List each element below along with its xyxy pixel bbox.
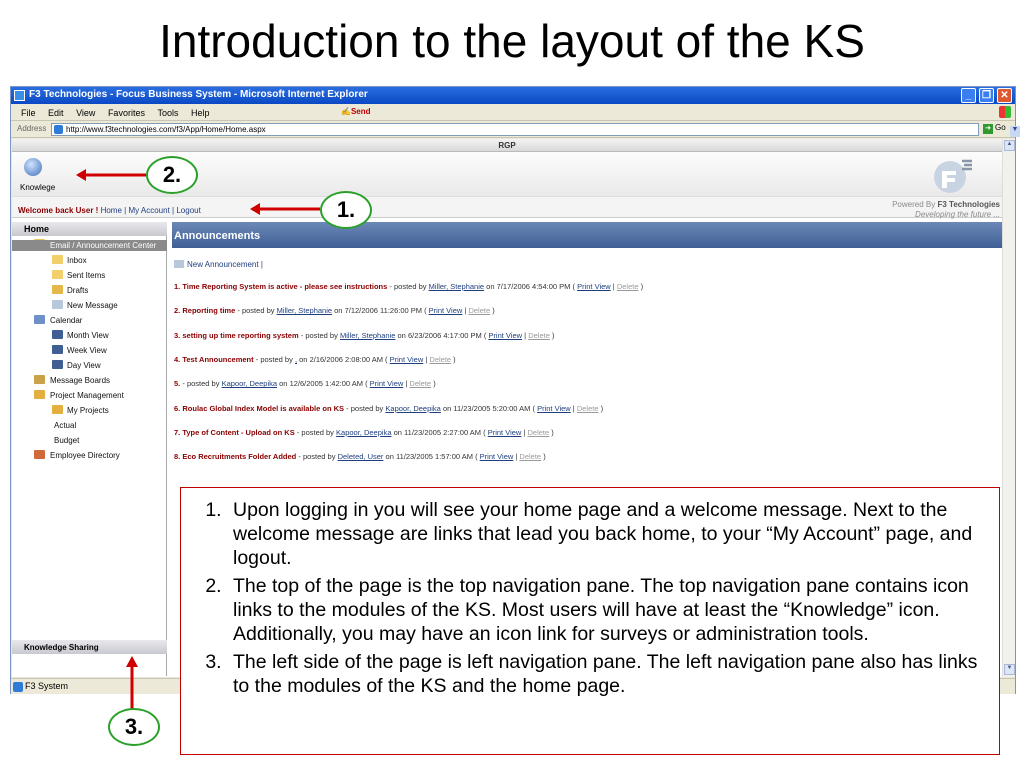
menu-edit[interactable]: Edit [48, 108, 64, 118]
print-view-link[interactable]: Print View [537, 403, 571, 413]
announcement-date: 7/17/2006 4:54:00 PM [496, 282, 571, 291]
posted-by-label: posted by [260, 354, 293, 364]
callout-badge-1: 1. [320, 191, 372, 229]
explanation-item-2: 2. The top of the page is the top navigation pane. The top navigation pane contains icon links to the modules of the KS. Most users will have at least the “Knowledge” icon. Additionally, you may have an icon link for surveys or administration tools. [227, 574, 985, 646]
tagline: Developing the future ... [915, 210, 1000, 219]
menu-tools[interactable]: Tools [157, 108, 179, 118]
announcement-row: 4. Test Announcement - posted by , on 2/16/2006 2:08:00 AM ( Print View | Delete ) [174, 354, 456, 364]
nav-new-message[interactable]: New Message [67, 301, 118, 310]
print-view-link[interactable]: Print View [428, 306, 463, 316]
address-bar [11, 121, 1019, 138]
callout-arrow-2 [76, 168, 148, 182]
author-link[interactable]: Miller, Stephanie [276, 306, 333, 316]
posted-by-label: posted by [301, 427, 334, 437]
nav-message-boards[interactable]: Message Boards [50, 376, 111, 385]
print-view-link[interactable]: Print View [487, 427, 522, 437]
callout-badge-2: 2. [146, 156, 198, 194]
delete-link[interactable]: Delete [616, 282, 639, 291]
callout-arrow-3 [124, 656, 140, 712]
posted-by-label: posted by [186, 379, 220, 389]
close-icon[interactable]: ✕ [997, 88, 1012, 103]
on-label: on [486, 282, 495, 291]
nav-drafts[interactable]: Drafts [67, 286, 89, 295]
send-button[interactable]: ✍Send [341, 107, 371, 116]
inbox-icon [52, 255, 63, 264]
my-account-link[interactable]: My Account [128, 206, 170, 215]
nav-budget[interactable]: Budget [54, 436, 80, 445]
announcement-number: 1. [174, 282, 181, 291]
new-announcement-label: New Announcement [187, 260, 259, 269]
scroll-down-icon[interactable]: ▼ [1004, 664, 1015, 675]
nav-sent-items[interactable]: Sent Items [67, 271, 106, 280]
powered-by [832, 200, 1000, 220]
author-link[interactable]: Miller, Stephanie [339, 330, 396, 340]
announcement-number: 8. [174, 452, 181, 462]
print-view-link[interactable]: Print View [389, 354, 424, 364]
nav-inbox[interactable]: Inbox [67, 256, 87, 265]
scroll-up-icon[interactable]: ▲ [1004, 140, 1015, 151]
announcement-date: 11/23/2005 1:57:00 AM [395, 452, 473, 462]
menu-bar [11, 105, 1015, 121]
nav-project-management[interactable]: Project Management [50, 391, 124, 400]
windows-logo-icon [999, 106, 1011, 118]
on-label: on [385, 452, 394, 462]
page-icon [54, 125, 63, 134]
announcement-title[interactable]: setting up time reporting system [182, 330, 299, 340]
minimize-icon[interactable]: _ [961, 88, 976, 103]
delete-link[interactable]: Delete [527, 427, 550, 437]
delete-link[interactable]: Delete [409, 379, 432, 389]
announcement-row: 3. setting up time reporting system - posted by Miller, Stephanie on 6/23/2006 4:17:00 PM ( Print View | Delete ) [174, 330, 555, 340]
go-label: Go [995, 123, 1006, 132]
announcement-title[interactable]: Test Announcement [182, 354, 254, 364]
knowledge-label[interactable]: Knowlege [20, 183, 56, 192]
announcement-date: 11/23/2005 5:20:00 AM [453, 403, 531, 413]
left-nav-home[interactable]: Home [12, 222, 167, 236]
f3-logo-icon [932, 155, 976, 195]
left-navigation-pane [12, 222, 167, 676]
announcement-row: 6. Roulac Global Index Model is available on KS - posted by Kapoor, Deepika on 11/23/2005 5:20:00 AM ( Print View | Delete ) [174, 403, 604, 413]
announcement-number: 6. [174, 403, 181, 413]
on-label: on [279, 379, 288, 389]
logout-link[interactable]: Logout [176, 206, 201, 215]
welcome-message: Welcome back User ! [18, 206, 99, 215]
announcement-date: 12/6/2005 1:42:00 AM [289, 379, 363, 389]
nav-actual[interactable]: Actual [54, 421, 77, 430]
posted-by-label: posted by [393, 282, 427, 291]
week-view-icon [52, 345, 63, 354]
powered-by-prefix: Powered By [892, 200, 936, 209]
new-message-icon [52, 300, 63, 309]
announcement-date: 7/12/2006 11:26:00 PM [344, 306, 422, 316]
day-view-icon [52, 360, 63, 369]
announcement-row: 1. Time Reporting System is active - please see instructions - posted by Miller, Stephanie on 7/17/2006 4:54:00 PM ( Print View | Delete ) [174, 282, 644, 291]
message-boards-icon [34, 375, 45, 384]
delete-link[interactable]: Delete [468, 306, 491, 316]
explanation-list [227, 498, 985, 698]
explanation-box [180, 487, 1000, 755]
print-view-link[interactable]: Print View [369, 379, 404, 389]
delete-link[interactable]: Delete [519, 452, 542, 462]
print-view-link[interactable]: Print View [577, 282, 611, 291]
nav-month-view[interactable]: Month View [67, 331, 109, 340]
author-link[interactable]: Kapoor, Deepika [221, 379, 278, 389]
announcement-number: 5. [174, 379, 181, 389]
nav-employee-directory[interactable]: Employee Directory [50, 451, 120, 460]
announcement-title[interactable]: Reporting time [182, 306, 236, 316]
announcement-row: 5. - posted by Kapoor, Deepika on 12/6/2005 1:42:00 AM ( Print View | Delete ) [174, 379, 436, 389]
author-link[interactable]: Miller, Stephanie [428, 282, 485, 291]
on-label: on [334, 306, 343, 316]
nav-day-view[interactable]: Day View [67, 361, 101, 370]
welcome-bar: Welcome back User ! Home | My Account | Logout [12, 196, 1002, 218]
explanation-item-3: 3. The left side of the page is left navigation pane. The left navigation pane also has links to the modules of the KS and the home page. [227, 650, 985, 698]
author-link[interactable]: , [294, 354, 298, 364]
announcement-date: 11/23/2005 2:27:00 AM [404, 427, 482, 437]
posted-by-label: posted by [241, 306, 275, 316]
ie-icon [14, 90, 25, 101]
announcement-number: 3. [174, 330, 181, 340]
announcement-number: 7. [174, 427, 181, 437]
status-text: F3 System [25, 681, 69, 691]
send-label: Send [350, 107, 371, 116]
address-label: Address [17, 124, 47, 133]
callout-arrow-1 [250, 202, 322, 216]
on-label: on [442, 403, 452, 413]
slide-title: Introduction to the layout of the KS [159, 15, 865, 67]
chevron-down-icon[interactable]: ▼ [1010, 126, 1020, 137]
left-nav-knowledge-sharing[interactable]: Knowledge Sharing [12, 640, 167, 654]
announcement-number: 2. [174, 306, 181, 316]
delete-link[interactable]: Delete [576, 403, 599, 413]
new-announcement-link[interactable]: New Announcement | [174, 260, 263, 269]
posted-by-label: posted by [350, 403, 384, 413]
on-label: on [299, 354, 308, 364]
announcement-row: 2. Reporting time - posted by Miller, Stephanie on 7/12/2006 11:26:00 PM ( Print View | Delete ) [174, 306, 495, 316]
author-link[interactable]: Kapoor, Deepika [385, 403, 441, 413]
window-title: F3 Technologies - Focus Business System - Microsoft Internet Explorer [29, 89, 368, 100]
on-label: on [397, 330, 406, 340]
posted-by-label: posted by [305, 330, 338, 340]
announcement-title[interactable]: Time Reporting System is active - please see instructions [182, 282, 388, 291]
nav-week-view[interactable]: Week View [67, 346, 107, 355]
nav-email-center[interactable]: Email / Announcement Center [50, 241, 157, 250]
status-page-icon [13, 682, 23, 692]
menu-file[interactable]: File [21, 108, 36, 118]
my-projects-icon [52, 405, 63, 414]
month-view-icon [52, 330, 63, 339]
go-arrow-icon: ➜ [983, 124, 993, 134]
nav-calendar[interactable]: Calendar [50, 316, 83, 325]
announcement-title[interactable]: Roulac Global Index Model is available on KS [182, 403, 345, 413]
maximize-icon[interactable]: ❐ [979, 88, 994, 103]
explanation-item-1: 1. Upon logging in you will see your home page and a welcome message. Next to the welcome message are links that lead you back home, to your “My Account” page, and logout. [227, 498, 985, 570]
print-view-link[interactable]: Print View [479, 452, 514, 462]
announcement-title[interactable]: Eco Recruitments Folder Added [182, 452, 297, 462]
announcement-title[interactable]: Type of Content - Upload on KS [182, 427, 295, 437]
address-value: http://www.f3technologies.com/f3/App/Home/Home.aspx [66, 125, 266, 134]
print-view-link[interactable]: Print View [488, 330, 523, 340]
menu-favorites[interactable]: Favorites [107, 108, 145, 118]
announcement-number: 4. [174, 354, 181, 364]
project-management-icon [34, 390, 45, 399]
announcement-row: 7. Type of Content - Upload on KS - posted by Kapoor, Deepika on 11/23/2005 2:27:00 AM ( Print View | Delete ) [174, 427, 554, 437]
delete-link[interactable]: Delete [429, 354, 452, 364]
nav-my-projects[interactable]: My Projects [67, 406, 109, 415]
announcement-date: 6/23/2006 4:17:00 PM [407, 330, 482, 340]
menu-help[interactable]: Help [191, 108, 210, 118]
delete-link[interactable]: Delete [528, 330, 550, 340]
powered-by-brand: F3 Technologies [937, 200, 1000, 209]
calendar-icon [34, 315, 45, 324]
go-button[interactable] [983, 123, 1006, 134]
menu-view[interactable]: View [76, 108, 96, 118]
employee-directory-icon [34, 450, 45, 459]
knowledge-icon[interactable] [24, 158, 42, 176]
posted-by-label: posted by [302, 452, 336, 462]
vertical-scrollbar[interactable] [1002, 139, 1015, 677]
drafts-icon [52, 285, 63, 294]
author-link[interactable]: Kapoor, Deepika [336, 427, 392, 437]
app-header-title: RGP [12, 139, 1002, 152]
browser-titlebar [11, 87, 1015, 104]
sent-items-icon [52, 270, 63, 279]
callout-badge-3: 3. [108, 708, 160, 746]
author-link[interactable]: Deleted, User [337, 452, 384, 462]
announcements-header: Announcements [172, 222, 1002, 248]
announcement-date: 2/16/2006 2:08:00 AM [309, 354, 383, 364]
home-link[interactable]: Home [100, 206, 122, 215]
on-label: on [393, 427, 402, 437]
announcement-row: 8. Eco Recruitments Folder Added - posted by Deleted, User on 11/23/2005 1:57:00 AM ( Print View | Delete ) [174, 452, 546, 462]
new-announcement-icon [174, 260, 184, 268]
